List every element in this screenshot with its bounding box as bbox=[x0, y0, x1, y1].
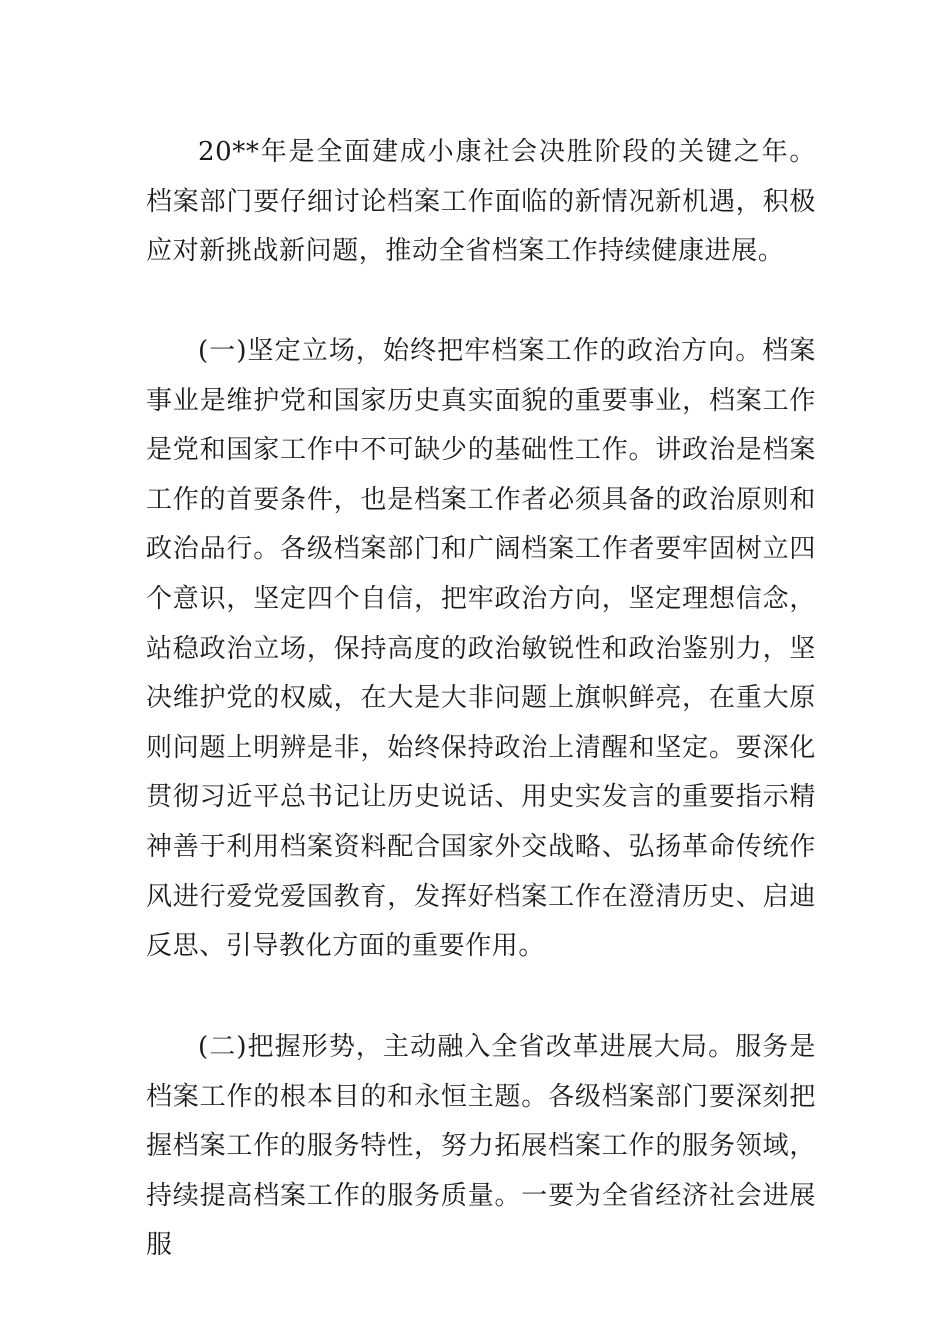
paragraph-intro: 20**年是全面建成小康社会决胜阶段的关键之年。档案部门要仔细讨论档案工作面临的新情况新机遇，积极应对新挑战新问题，推动全省档案工作持续健康进展。 bbox=[146, 137, 816, 267]
paragraph-section-1: (一)坚定立场，始终把牢档案工作的政治方向。档案事业是维护党和国家历史真实面貌的重要事业，档案工作是党和国家工作中不可缺少的基础性工作。讲政治是档案工作的首要条件，也是档案工作者必须具备的政治原则和政治品行。各级档案部门和广阔档案工作者要牢固树立四个意识，坚定四个自信，把牢政治方向，坚定理想信念，站稳政治立场，保持高度的政治敏锐性和政治鉴别力，坚决维护党的权威，在大是大非问题上旗帜鲜亮，在重大原则问题上明辨是非，始终保持政治上清醒和坚定。要深化贯彻习近平总书记让历史说话、用史实发言的重要指示精神善于利用档案资料配合国家外交战略、弘扬革命传统作风进行爱党爱国教育，发挥好档案工作在澄清历史、启迪反思、引导教化方面的重要作用。 bbox=[146, 336, 816, 962]
paragraph-section-2: (二)把握形势，主动融入全省改革进展大局。服务是档案工作的根本目的和永恒主题。各级档案部门要深刻把握档案工作的服务特性，努力拓展档案工作的服务领域，持续提高档案工作的服务质量。一要为全省经济社会进展服 bbox=[146, 1032, 816, 1261]
